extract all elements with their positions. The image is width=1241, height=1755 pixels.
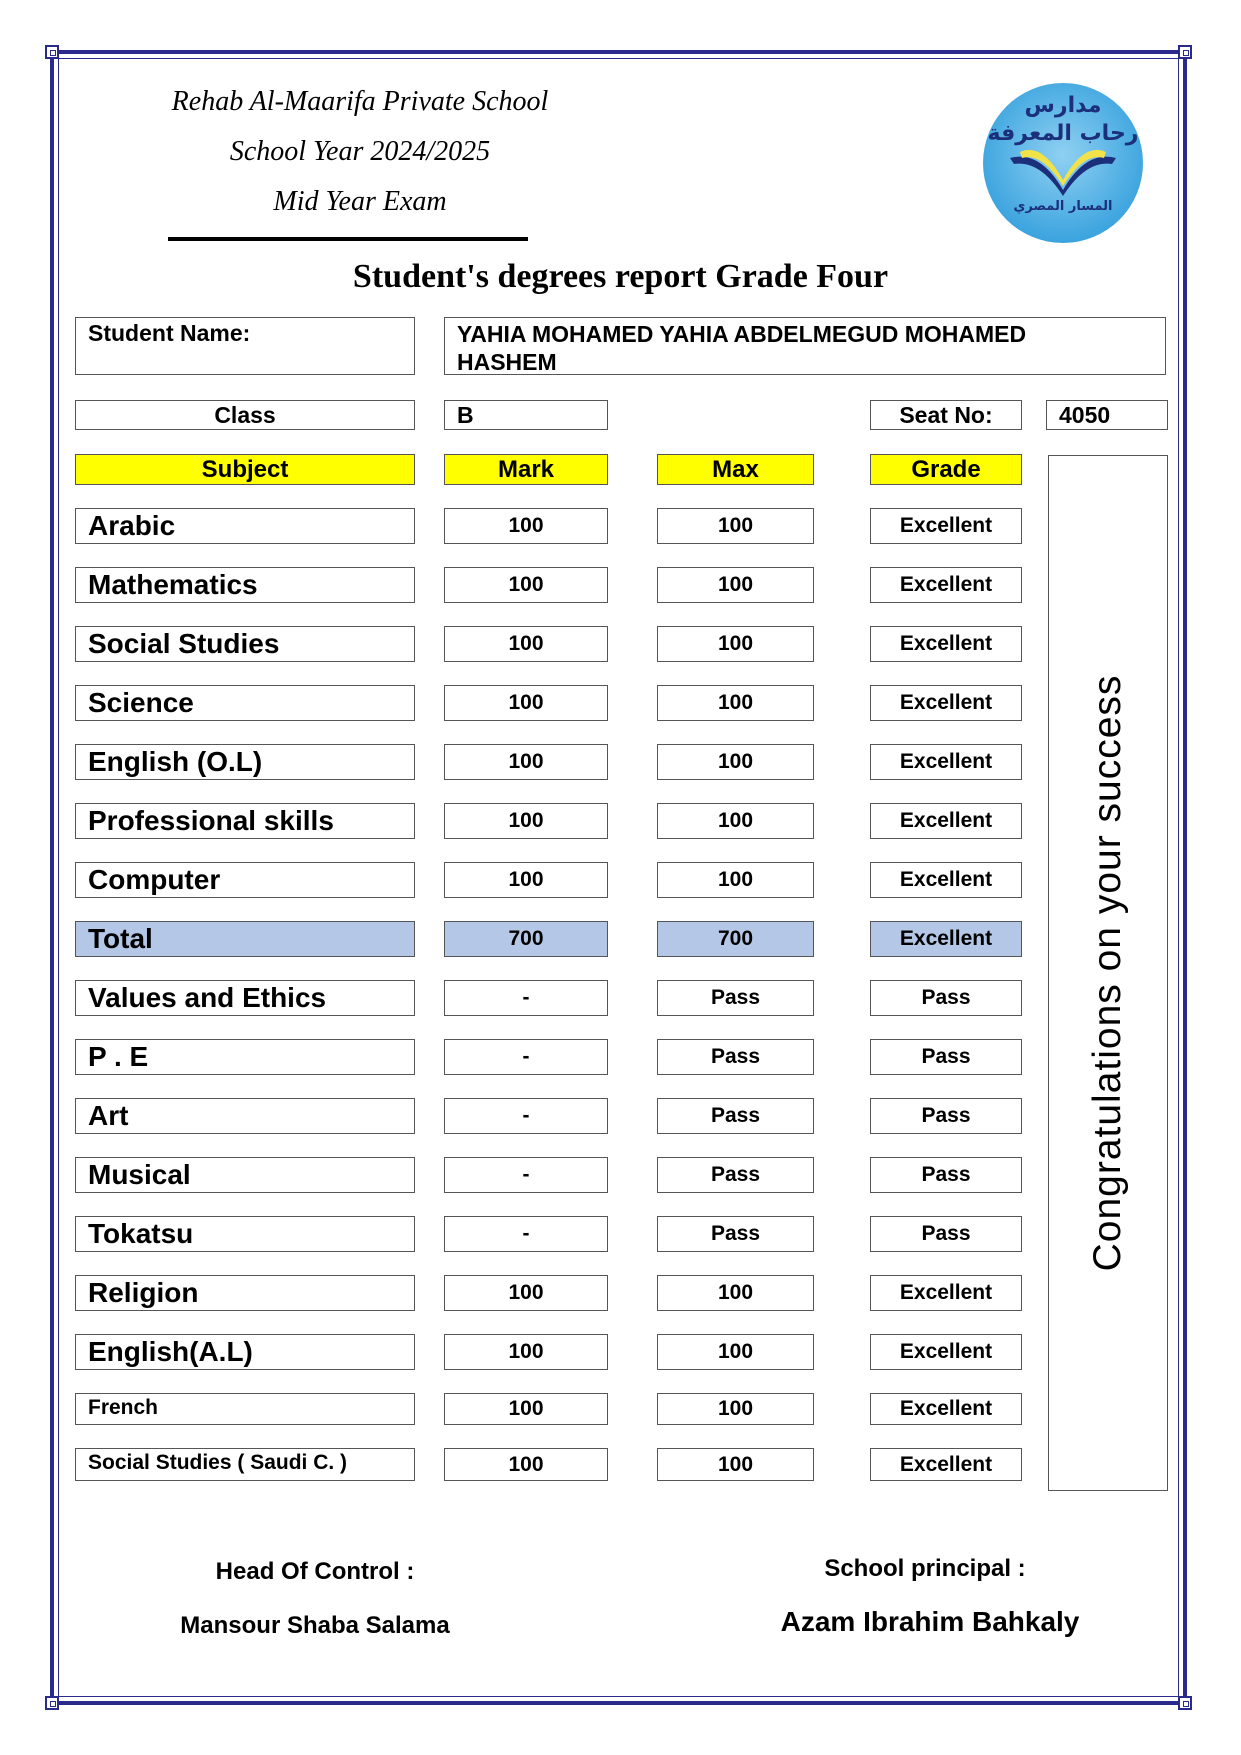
subject-cell: Religion xyxy=(75,1275,415,1311)
total-max-cell: 700 xyxy=(657,921,814,957)
mark-cell: 100 xyxy=(444,1393,608,1425)
class-value: B xyxy=(444,400,608,430)
grade-cell: Pass xyxy=(870,1157,1022,1193)
frame-corner-top-left xyxy=(45,45,59,59)
frame-corner-top-right xyxy=(1178,45,1192,59)
subject-cell: Values and Ethics xyxy=(75,980,415,1016)
grade-cell: Excellent xyxy=(870,803,1022,839)
max-cell: Pass xyxy=(657,1157,814,1193)
max-cell: 100 xyxy=(657,1393,814,1425)
student-name-line1: YAHIA MOHAMED YAHIA ABDELMEGUD MOHAMED xyxy=(457,321,1027,347)
grade-cell: Excellent xyxy=(870,862,1022,898)
header-max: Max xyxy=(657,454,814,485)
subject-cell: French xyxy=(75,1393,415,1425)
subject-cell: Musical xyxy=(75,1157,415,1193)
subject-cell: English(A.L) xyxy=(75,1334,415,1370)
max-cell: 100 xyxy=(657,685,814,721)
mark-cell: - xyxy=(444,980,608,1016)
frame-corner-bottom-left xyxy=(45,1696,59,1710)
max-cell: 100 xyxy=(657,1448,814,1481)
subject-cell: Art xyxy=(75,1098,415,1134)
seat-value: 4050 xyxy=(1046,400,1168,430)
class-label: Class xyxy=(75,400,415,430)
subject-cell: Tokatsu xyxy=(75,1216,415,1252)
subject-cell: English (O.L) xyxy=(75,744,415,780)
max-cell: 100 xyxy=(657,626,814,662)
subject-cell: P . E xyxy=(75,1039,415,1075)
grade-cell: Pass xyxy=(870,1216,1022,1252)
logo-text-track: المسار المصري xyxy=(1013,199,1113,214)
school-principal-name: Azam Ibrahim Bahkaly xyxy=(780,1606,1080,1637)
max-cell: Pass xyxy=(657,980,814,1016)
max-cell: 100 xyxy=(657,803,814,839)
mark-cell: - xyxy=(444,1157,608,1193)
max-cell: 100 xyxy=(657,567,814,603)
school-principal-label: School principal : xyxy=(824,1555,1026,1582)
mark-cell: 100 xyxy=(444,1275,608,1311)
mark-cell: 100 xyxy=(444,744,608,780)
head-of-control-label: Head Of Control : xyxy=(215,1558,415,1585)
school-logo xyxy=(980,80,1146,246)
mark-cell: 100 xyxy=(444,1334,608,1370)
report-title: Student's degrees report Grade Four xyxy=(352,258,889,295)
subject-cell: Computer xyxy=(75,862,415,898)
grade-cell: Excellent xyxy=(870,1275,1022,1311)
max-cell: 100 xyxy=(657,508,814,544)
mark-cell: 100 xyxy=(444,685,608,721)
total-grade-cell: Excellent xyxy=(870,921,1022,957)
student-name-value-box xyxy=(444,317,1166,375)
subject-cell: Social Studies xyxy=(75,626,415,662)
mark-cell: - xyxy=(444,1098,608,1134)
school-name: Rehab Al-Maarifa Private School xyxy=(171,86,549,117)
subject-cell: Arabic xyxy=(75,508,415,544)
grade-cell: Excellent xyxy=(870,626,1022,662)
subject-cell: Social Studies ( Saudi C. ) xyxy=(75,1448,415,1481)
grade-cell: Pass xyxy=(870,1039,1022,1075)
max-cell: 100 xyxy=(657,1275,814,1311)
subject-cell: Professional skills xyxy=(75,803,415,839)
student-name-label: Student Name: xyxy=(88,320,251,346)
mark-cell: 100 xyxy=(444,567,608,603)
seat-label: Seat No: xyxy=(870,400,1022,430)
mark-cell: 100 xyxy=(444,626,608,662)
total-mark-cell: 700 xyxy=(444,921,608,957)
mark-cell: - xyxy=(444,1039,608,1075)
mark-cell: - xyxy=(444,1216,608,1252)
grade-cell: Excellent xyxy=(870,1393,1022,1425)
header-divider xyxy=(168,237,528,241)
subject-cell: Mathematics xyxy=(75,567,415,603)
header-grade: Grade xyxy=(870,454,1022,485)
mark-cell: 100 xyxy=(444,803,608,839)
total-subject-cell: Total xyxy=(75,921,415,957)
frame-corner-bottom-right xyxy=(1178,1696,1192,1710)
max-cell: 100 xyxy=(657,1334,814,1370)
congratulations-text: Congratulations on your success xyxy=(1086,674,1129,1272)
max-cell: Pass xyxy=(657,1098,814,1134)
grade-cell: Excellent xyxy=(870,1448,1022,1481)
student-name-line2: HASHEM xyxy=(457,349,557,375)
max-cell: Pass xyxy=(657,1216,814,1252)
mark-cell: 100 xyxy=(444,508,608,544)
max-cell: 100 xyxy=(657,744,814,780)
school-year: School Year 2024/2025 xyxy=(229,136,491,167)
header-subject: Subject xyxy=(75,454,415,485)
mark-cell: 100 xyxy=(444,862,608,898)
grade-cell: Pass xyxy=(870,1098,1022,1134)
logo-text-name: رحاب المعرفة xyxy=(987,121,1139,146)
grade-cell: Excellent xyxy=(870,1334,1022,1370)
max-cell: Pass xyxy=(657,1039,814,1075)
student-name-label-box xyxy=(75,317,415,375)
subject-cell: Science xyxy=(75,685,415,721)
grade-cell: Pass xyxy=(870,980,1022,1016)
head-of-control-name: Mansour Shaba Salama xyxy=(180,1612,450,1639)
exam-name: Mid Year Exam xyxy=(273,186,447,217)
header-mark: Mark xyxy=(444,454,608,485)
grade-cell: Excellent xyxy=(870,508,1022,544)
max-cell: 100 xyxy=(657,862,814,898)
grade-cell: Excellent xyxy=(870,567,1022,603)
mark-cell: 100 xyxy=(444,1448,608,1481)
logo-text-schools: مدارس xyxy=(1024,93,1102,118)
grade-cell: Excellent xyxy=(870,685,1022,721)
grade-cell: Excellent xyxy=(870,744,1022,780)
congratulations-box xyxy=(1048,455,1168,1491)
